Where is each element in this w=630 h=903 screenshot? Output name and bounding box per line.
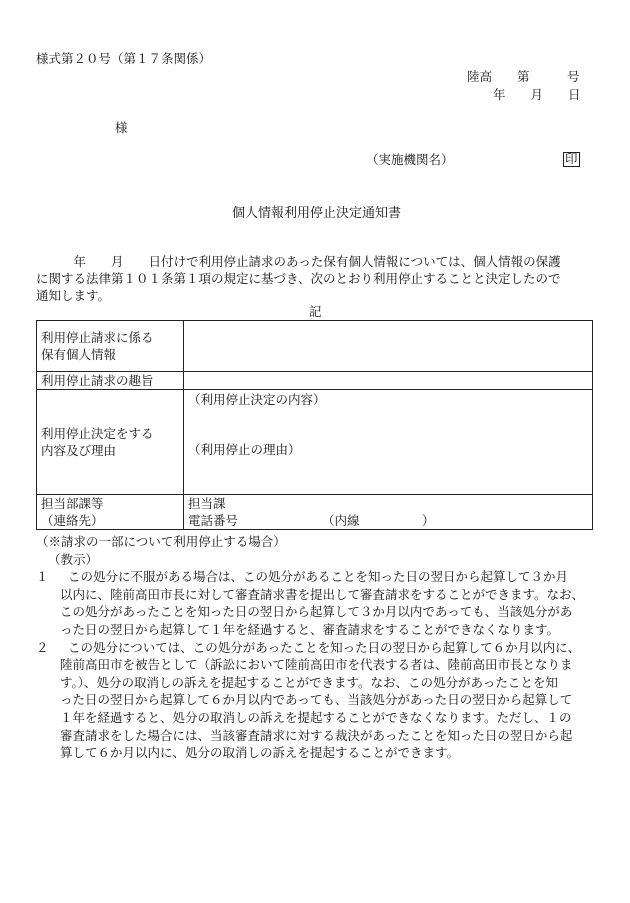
contact-department: 担当課 — [188, 496, 226, 511]
table-row — [37, 390, 593, 495]
instruction-heading: （教示） — [48, 551, 99, 567]
body-line: に関する法律第１０１条第１項の規定に基づき、次のとおり利用停止することと決定したので — [36, 271, 561, 286]
seal-mark: 印 — [565, 151, 578, 166]
contact-extension: （内線 ） — [322, 513, 435, 528]
decision-table — [36, 320, 593, 530]
issuer-label: （実施機関名） — [366, 152, 454, 167]
addressee: 様 — [115, 120, 128, 135]
instruction-item: ２ この処分については、この処分があったことを知った日の翌日から起算して６か月以内に、 陸前高田市を被告として（訴訟において陸前高田市を代表する者は、陸前高田市長となりま す。）、処分の取消しの訴えを提起することができます。なお、この処分があったことを知 った日の翌日から起算して６か月以内であっても、当該処分があった日の翌日から起算して １年を経過すると、処分の取消しの訴えを提起することができなくなります。ただし、１の 審査請求をした場合には、当該審査請求に対する裁決があったことを知った日の翌日から起 算して６か月以内に、処分の取消しの訴えを提起することができます。 — [36, 639, 581, 761]
body-line: 年 月 日付けで利用停止請求のあった保有個人情報については、個人情報の保護 — [36, 254, 561, 269]
instruction-item: １ この処分に不服がある場合は、この処分があることを知った日の翌日から起算して３か月 以内に、陸前高田市長に対して審査請求書を提出して審査請求をすることができます。なお、 この処分があったことを知った日の翌日から起算して３か月以内であっても、当該処分があ った日の翌日から起算して１年を経過すると、審査請求をすることができなくなります。 — [36, 569, 585, 637]
table-row — [37, 321, 593, 372]
document-date: 年 月 日 — [493, 87, 581, 102]
table-row — [37, 495, 593, 530]
table-row — [37, 372, 593, 390]
contact-phone: 電話番号 （内線 ） — [188, 513, 435, 528]
decision-reason-label: （利用停止の理由） — [188, 442, 301, 457]
form-label: 様式第２０号（第１７条関係） — [36, 51, 212, 66]
document-title: 個人情報利用停止決定通知書 — [232, 206, 402, 221]
partial-note: （※請求の一部について利用停止する場合） — [36, 534, 286, 549]
body-paragraph — [36, 253, 596, 304]
body-line: 通知します。 — [36, 288, 111, 303]
document-number: 陸高 第 号 — [467, 69, 580, 84]
row-value — [184, 390, 593, 495]
row-label: 利用停止請求に係る 保有個人情報 — [37, 321, 184, 372]
row-value — [184, 372, 593, 390]
row-value — [184, 495, 593, 530]
decision-content-label: （利用停止決定の内容） — [188, 392, 326, 407]
row-label: 利用停止請求の趣旨 — [37, 372, 184, 390]
row-label: 利用停止決定をする 内容及び理由 — [37, 390, 184, 495]
notes-section — [36, 533, 603, 762]
row-value — [184, 321, 593, 372]
row-label: 担当部課等 （連絡先） — [37, 495, 184, 530]
ki-heading: 記 — [309, 304, 322, 319]
